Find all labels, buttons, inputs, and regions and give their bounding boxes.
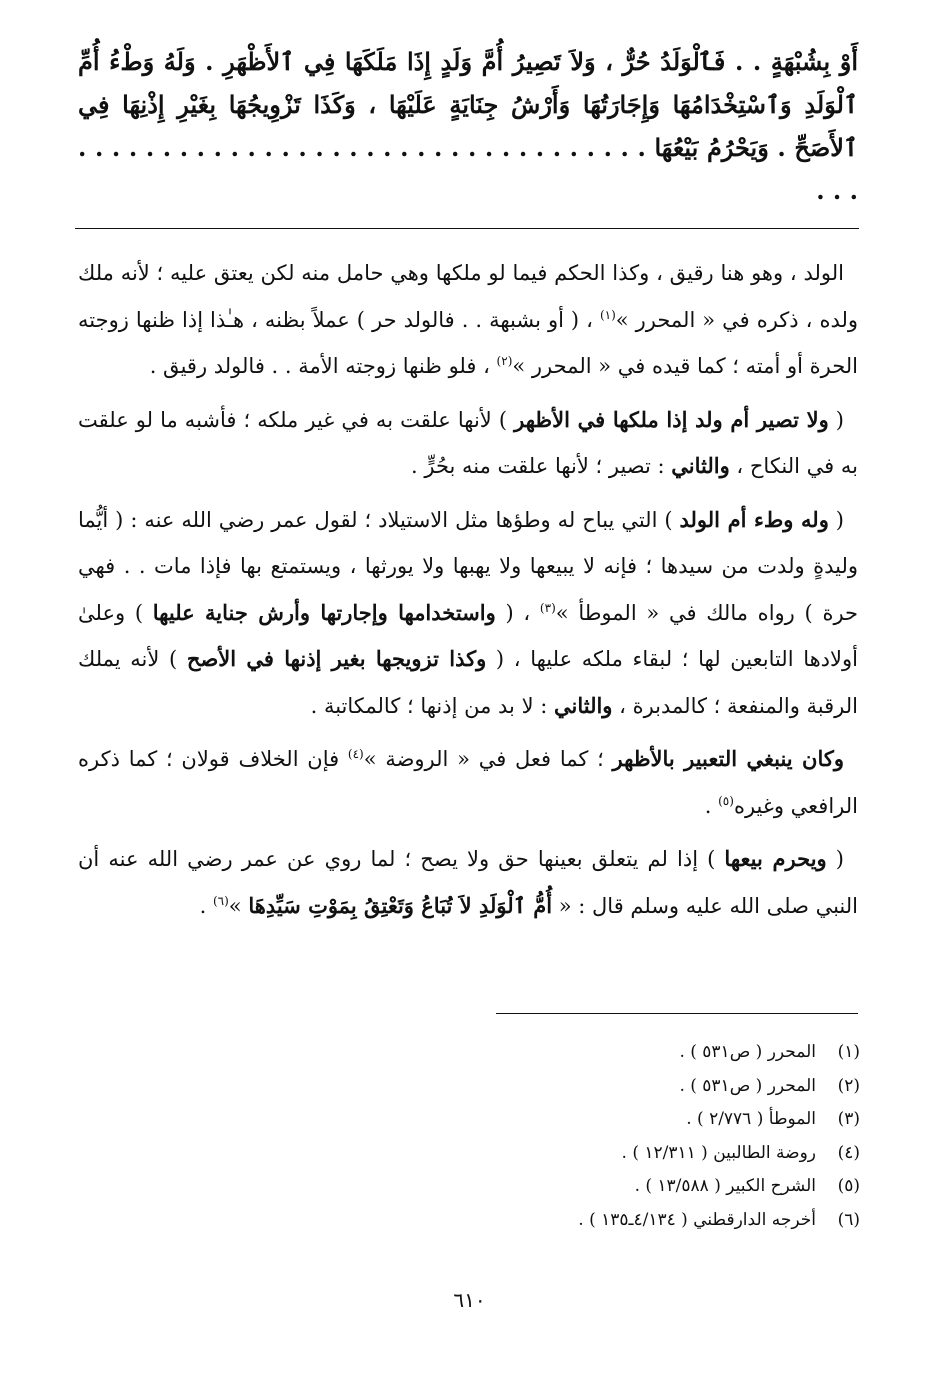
footnote-item xyxy=(420,1103,860,1137)
footnote-ref: (٣) xyxy=(539,600,556,615)
footnote-ref: (٤) xyxy=(347,747,364,761)
footnote-text: الموطأ ( ٢/٧٧٦ ) . xyxy=(686,1109,816,1129)
text-run: ؛ كما فعل في « الروضة » xyxy=(363,747,613,771)
text-run: ) التي يباح له وطؤها مثل الاستيلاد ؛ لقول عمر رضي الله عنه : ( أيُّما وليدةٍ ولدت من سيدها ؛ فإنه لا يبيعها ولا يهبها ولا يورثها ، ويستمتع بها فإذا مات . . فهي حرة ) رواه مالك في « الموطأ » xyxy=(78,507,859,625)
matn-line-3: وَيَحْرُمُ بَيْعُهَا xyxy=(654,133,769,162)
footnote-number: (٢) xyxy=(837,1075,860,1096)
hadith-quote: أُمُّ ٱلْوَلَدِ لاَ تُبَاعُ وَتَعْتِقُ بِمَوْتِ سَيِّدِهَا xyxy=(248,892,553,918)
footnote-item xyxy=(420,1070,860,1104)
text-run: الولد ، وهو هنا رقيق ، وكذا الحكم فيما لو ملكها وهي حامل منه لكن يعتق عليه ؛ لأنه ملك ولده ، ذكره في « المحرر » xyxy=(78,261,859,332)
matn-quote: وله وطء أم الولد xyxy=(679,506,829,532)
footnote-text: الشرح الكبير ( ١٣/٥٨٨ ) . xyxy=(634,1176,816,1196)
text-run: : لا بد من إذنها ؛ كالمكاتبة . xyxy=(310,693,554,718)
footnote-item xyxy=(420,1137,860,1171)
text-run: ، ( أو بشبهة . . فالولد حر ) عملاً بظنه ، هـٰذا إذا ظنها زوجته الحرة أو أمته ؛ كما قيده في « المحرر » xyxy=(78,307,858,378)
text-run: ، فلو ظنها زوجته الأمة . . فالولد رقيق . xyxy=(149,354,497,378)
sharh-text xyxy=(78,250,858,936)
text-run: ( xyxy=(828,407,844,432)
matn-line-2: وَٱسْتِخْدَامُهَا وَإِجَارَتُهَا وَأَرْشُ جِنَايَةٍ عَلَيْهَا ، وَكَذَا تَزْوِيجُهَا بِغَيْرِ إِذْنِهَا فِي ٱلأَصَحِّ . xyxy=(78,90,858,162)
footnote-number: (٣) xyxy=(837,1109,860,1129)
text-run: ، ( xyxy=(495,600,540,625)
footnote-text: أخرجه الدارقطني ( ٤/١٣٤ـ١٣٥ ) . xyxy=(578,1209,816,1230)
footnote-number: (٦) xyxy=(837,1209,860,1230)
text-run: فإن الخلاف قولان ؛ كما ذكره الرافعي وغيره xyxy=(78,747,858,818)
matn-quote: واستخدامها وإجارتها وأرش جناية عليها xyxy=(152,599,496,625)
footnote-number: (١) xyxy=(837,1042,860,1062)
matn-quote: والثاني xyxy=(553,692,613,718)
footnotes-list xyxy=(420,1036,860,1237)
matn-separator xyxy=(75,228,859,229)
matn-dots: . . . . . . . . . . . . . . . . . . . . . . . . . . . . . . . . . . . . . xyxy=(78,133,858,205)
sharh-paragraph xyxy=(78,250,858,390)
footnote-number: (٥) xyxy=(837,1176,860,1196)
footnote-item xyxy=(420,1036,860,1070)
sharh-paragraph xyxy=(78,736,858,829)
footnote-separator xyxy=(496,1013,858,1014)
footnote-ref: (٦) xyxy=(212,893,229,908)
footnote-text: روضة الطالبين ( ١٢/٣١١ ) . xyxy=(621,1142,816,1163)
text-run: . xyxy=(199,893,213,918)
footnote-text: المحرر ( ص٥٣١ ) . xyxy=(679,1075,816,1096)
text-run: ) لأنه يملك الرقبة والمنفعة ؛ كالمدبرة ، xyxy=(78,647,858,718)
text-run: ) وعلىٰ أولادها التابعين لها ؛ لبقاء ملكه عليها ، ( xyxy=(78,600,858,671)
page-number: ٦١٠ xyxy=(453,1288,486,1312)
matn-quote: وكان ينبغي التعبير بالأظهر xyxy=(612,746,844,771)
footnote-ref: (١) xyxy=(599,307,616,322)
footnote-item xyxy=(420,1204,860,1238)
footnote-ref: (٥) xyxy=(718,793,734,808)
footnote-text: المحرر ( ص٥٣١ ) . xyxy=(679,1042,816,1062)
sharh-paragraph xyxy=(78,397,858,490)
footnote-number: (٤) xyxy=(837,1142,860,1163)
matn-line-1: أَوْ بِشُبْهَةٍ . . فَٱلْوَلَدُ حُرٌّ ، وَلاَ تَصِيرُ أُمَّ وَلَدٍ إِذَا مَلَكَهَا فِي ٱلأَظْهَرِ . وَلَهُ وَطْءُ أُمِّ ٱلْوَلَدِ xyxy=(78,47,859,119)
text-run: ) لأنها علقت به في غير ملكه ؛ فأشبه ما لو علقت به في النكاح ، xyxy=(78,407,858,478)
matn-quote: والثاني xyxy=(671,453,730,478)
matn-quote: ولا تصير أم ولد إذا ملكها في الأظهر xyxy=(514,406,829,432)
text-run: : تصير ؛ لأنها علقت منه بحُرٍّ . xyxy=(411,454,672,478)
text-run: » xyxy=(228,893,249,918)
text-run: . xyxy=(704,793,719,818)
sharh-paragraph xyxy=(78,497,858,730)
text-run: ( xyxy=(828,507,844,532)
text-run: ( xyxy=(826,847,844,871)
matn-quote: وكذا تزويجها بغير إذنها في الأصح xyxy=(186,646,487,671)
text-run: ) إذا لم يتعلق بعينها حق ولا يصح ؛ لما روي عن عمر رضي الله عنه أن النبي صلى الله عليه وسلم قال : « xyxy=(78,847,858,918)
matn-text xyxy=(78,40,858,212)
footnote-ref: (٢) xyxy=(496,354,513,368)
sharh-paragraph xyxy=(78,836,858,929)
matn-quote: ويحرم بيعها xyxy=(724,846,827,871)
footnote-item xyxy=(420,1170,860,1204)
